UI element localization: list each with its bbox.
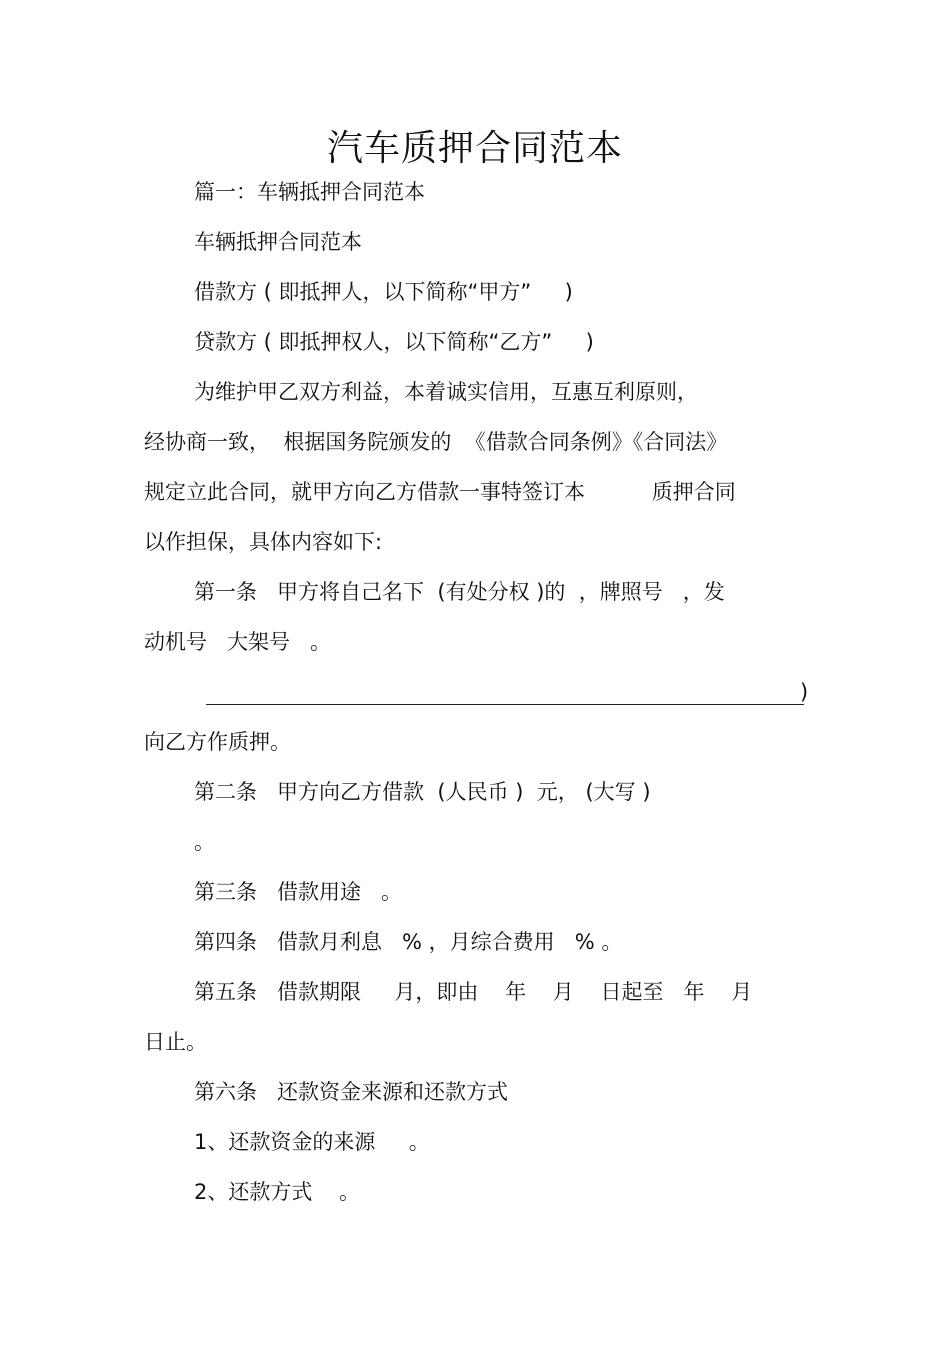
preamble-line-4: 以作担保，具体内容如下: (144, 530, 383, 554)
article-6-item-2: 2、还款方式 。 (194, 1180, 361, 1204)
section-heading: 篇一：车辆抵押合同范本 (194, 180, 425, 204)
article-3: 第三条 借款用途 。 (194, 880, 403, 904)
article-1-line-2: 动机号 大架号 。 (144, 630, 332, 654)
preamble-line-2: 经协商一致， 根据国务院颁发的 《借款合同条例》《合同法》 (144, 430, 728, 454)
article-6-item-1: 1、还款资金的来源 。 (194, 1130, 430, 1154)
contract-heading: 车辆抵押合同范本 (194, 230, 362, 254)
lender-line: 贷款方 ( 即抵押权人，以下简称“乙方” ) (194, 330, 594, 354)
preamble-line-1: 为维护甲乙双方利益，本着诚实信用，互惠互利原则， (194, 380, 698, 404)
article-4: 第四条 借款月利息 % ，月综合费用 % 。 (194, 930, 623, 954)
article-5-line-1: 第五条 借款期限 月，即由 年 月 日起至 年 月 (194, 980, 753, 1004)
document-title: 汽车质押合同范本 (326, 128, 623, 169)
article-1-line-3: 向乙方作质押。 (144, 730, 291, 754)
fill-in-underline (206, 704, 804, 705)
closing-paren: ) (800, 680, 809, 704)
article-2-line-1: 第二条 甲方向乙方借款 (人民币 ) 元， (大写 ) (194, 780, 651, 804)
article-6-heading: 第六条 还款资金来源和还款方式 (194, 1080, 509, 1104)
article-1-line-1: 第一条 甲方将自己名下 (有处分权 )的 ，牌照号 ，发 (194, 580, 725, 604)
article-2-line-2: 。 (194, 830, 215, 854)
article-5-line-2: 日止。 (144, 1030, 207, 1054)
borrower-line: 借款方 ( 即抵押人，以下简称“甲方” ) (194, 280, 573, 304)
preamble-line-3: 规定立此合同，就甲方向乙方借款一事特签订本 质押合同 (144, 480, 736, 504)
